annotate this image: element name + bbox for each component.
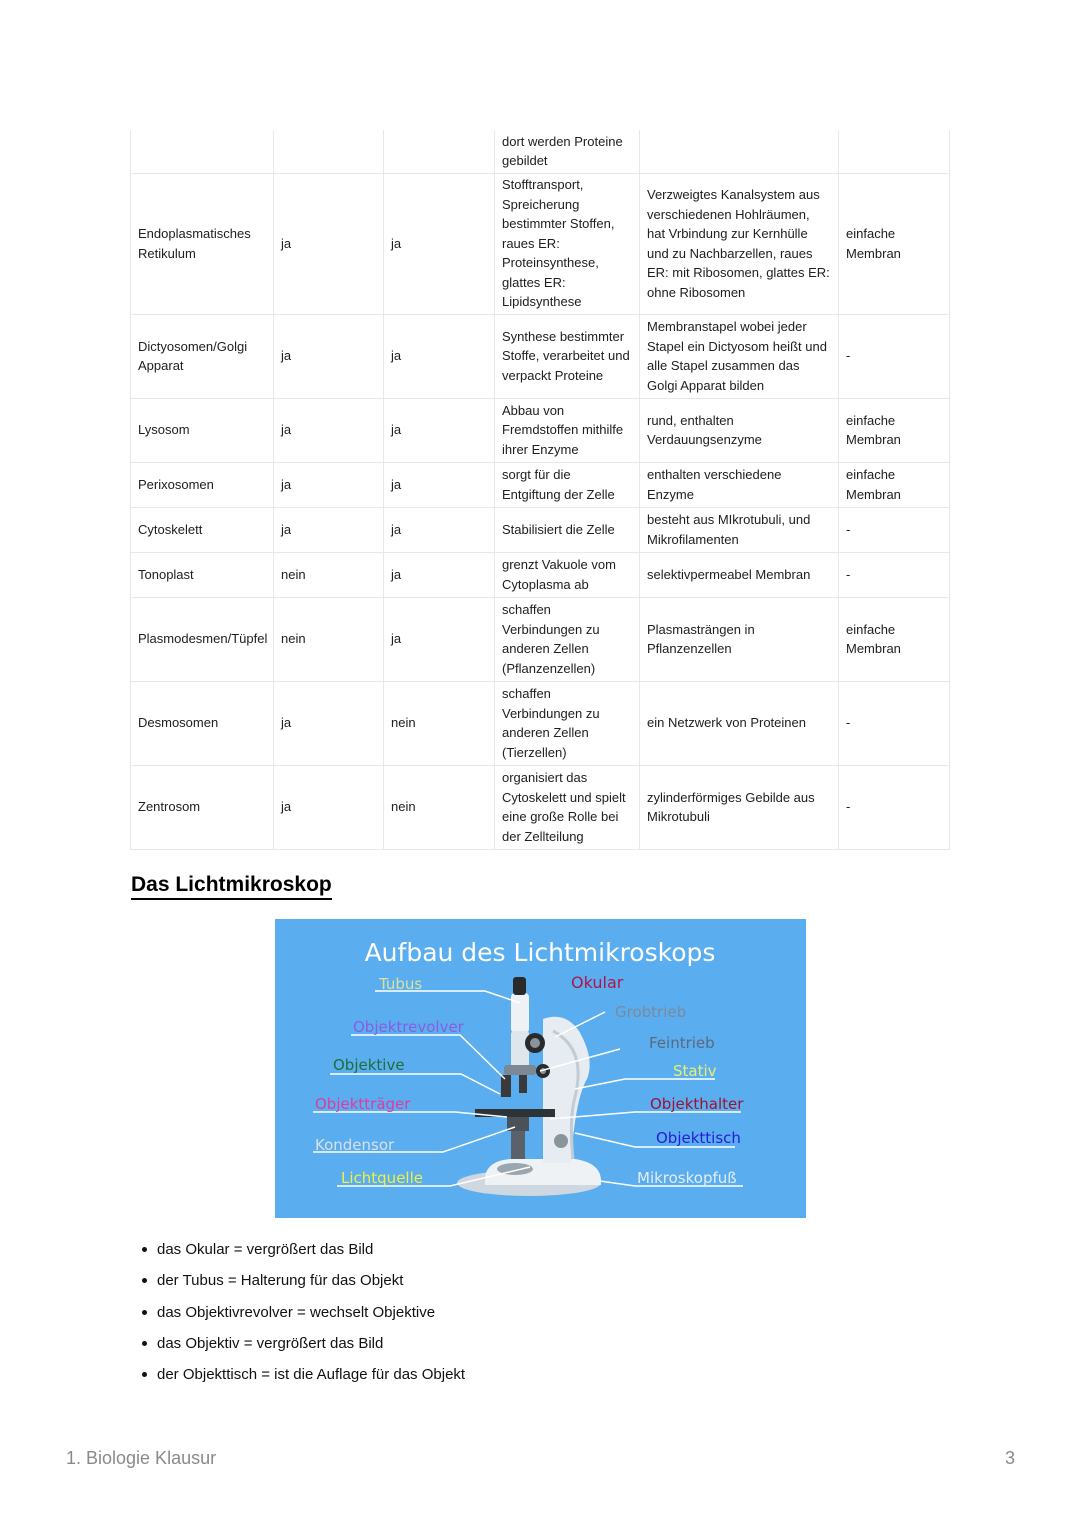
list-item — [157, 1240, 465, 1271]
bullet-dot — [142, 1247, 147, 1252]
membran-value: einfache Membran — [839, 462, 950, 507]
tierzelle-value: ja — [274, 398, 384, 462]
membran-value: - — [839, 681, 950, 765]
label-grobtrieb: Grobtrieb — [615, 1003, 687, 1021]
bullet-dot — [142, 1341, 147, 1346]
table-row — [131, 507, 950, 552]
organelle-name: Plasmodesmen/Tüpfel — [131, 597, 274, 681]
membran-value: - — [839, 765, 950, 849]
list-item — [157, 1334, 465, 1365]
pflanzenzelle-value: ja — [384, 552, 495, 597]
organelle-name: Zentrosom — [131, 765, 274, 849]
aufbau-value: selektivpermeabel Membran — [640, 552, 839, 597]
list-item-text: das Objektivrevolver = wechselt Objektive — [157, 1303, 436, 1321]
membran-value: - — [839, 507, 950, 552]
bullet-list — [157, 1240, 465, 1396]
pflanzenzelle-value: ja — [384, 462, 495, 507]
funktion-value: schaffen Verbindungen zu anderen Zellen (Pflanzenzellen) — [495, 597, 640, 681]
bullet-dot — [142, 1310, 147, 1315]
list-item — [157, 1303, 465, 1334]
table-row — [131, 398, 950, 462]
bullet-dot — [142, 1372, 147, 1377]
pflanzenzelle-value: ja — [384, 507, 495, 552]
pflanzenzelle-value: ja — [384, 173, 495, 314]
footer-title: 1. Biologie Klausur — [66, 1448, 217, 1468]
membran-value: einfache Membran — [839, 597, 950, 681]
aufbau-value: Verzweigtes Kanalsystem aus verschiedenen Hohlräumen, hat Vrbindung zur Kernhülle und zu Nachbarzellen, raues ER: mit Ribosomen, glattes ER: ohne Ribosomen — [640, 173, 839, 314]
list-item — [157, 1271, 465, 1302]
membran-value — [839, 130, 950, 173]
tierzelle-value: ja — [274, 462, 384, 507]
list-item-text: der Objekttisch = ist die Auflage für das Objekt — [157, 1366, 466, 1384]
funktion-value: Stabilisiert die Zelle — [495, 507, 640, 552]
label-objekttisch: Objekttisch — [656, 1129, 741, 1147]
membran-value: einfache Membran — [839, 173, 950, 314]
bullet-dot — [142, 1278, 147, 1283]
aufbau-value: ein Netzwerk von Proteinen — [640, 681, 839, 765]
tierzelle-value — [274, 130, 384, 173]
organelle-name — [131, 130, 274, 173]
table-row — [131, 314, 950, 398]
page-number: 3 — [1004, 1448, 1015, 1468]
table-row — [131, 597, 950, 681]
funktion-value: Abbau von Fremdstoffen mithilfe ihrer Enzyme — [495, 398, 640, 462]
tierzelle-value: ja — [274, 507, 384, 552]
label-kondensor: Kondensor — [315, 1136, 395, 1154]
pflanzenzelle-value: ja — [384, 314, 495, 398]
pflanzenzelle-value: ja — [384, 597, 495, 681]
list-item-text: das Okular = vergrößert das Bild — [157, 1241, 374, 1258]
list-item-text: der Tubus = Halterung für das Objekt — [157, 1272, 404, 1290]
funktion-value: Synthese bestimmter Stoffe, verarbeitet und verpackt Proteine — [495, 314, 640, 398]
table-row — [131, 130, 950, 173]
table-row — [131, 552, 950, 597]
pflanzenzelle-value: nein — [384, 681, 495, 765]
section-title: Das Lichtmikroskop — [131, 872, 332, 900]
tierzelle-value: ja — [274, 173, 384, 314]
label-okular: Okular — [571, 973, 624, 992]
microscope-diagram — [275, 919, 806, 1218]
aufbau-value: rund, enthalten Verdauungsenzyme — [640, 398, 839, 462]
organelle-name: Perixosomen — [131, 462, 274, 507]
pflanzenzelle-value — [384, 130, 495, 173]
tierzelle-value: nein — [274, 597, 384, 681]
funktion-value: sorgt für die Entgiftung der Zelle — [495, 462, 640, 507]
aufbau-value: Membranstapel wobei jeder Stapel ein Dictyosom heißt und alle Stapel zusammen das Golgi Apparat bilden — [640, 314, 839, 398]
label-objekthalter: Objekthalter — [650, 1095, 744, 1113]
table-row — [131, 462, 950, 507]
aufbau-value: Plasmasträngen in Pflanzenzellen — [640, 597, 839, 681]
label-lichtquelle: Lichtquelle — [341, 1169, 423, 1187]
table-row — [131, 681, 950, 765]
label-feintrieb: Feintrieb — [649, 1034, 715, 1052]
figure-title: Aufbau des Lichtmikroskops — [364, 938, 716, 967]
organelle-name: Tonoplast — [131, 552, 274, 597]
label-tubus: Tubus — [379, 975, 423, 993]
aufbau-value — [640, 130, 839, 173]
organelle-name: Endoplasmatisches Retikulum — [131, 173, 274, 314]
funktion-value: organisiert das Cytoskelett und spielt eine große Rolle bei der Zellteilung — [495, 765, 640, 849]
pflanzenzelle-value: nein — [384, 765, 495, 849]
aufbau-value: zylinderförmiges Gebilde aus Mikrotubuli — [640, 765, 839, 849]
tierzelle-value: ja — [274, 681, 384, 765]
organelle-name: Lysosom — [131, 398, 274, 462]
membran-value: - — [839, 314, 950, 398]
label-objekttraeger: Objektträger — [315, 1095, 411, 1113]
table-row — [131, 765, 950, 849]
organelle-table — [130, 130, 950, 850]
list-item — [157, 1365, 465, 1396]
organelle-name: Desmosomen — [131, 681, 274, 765]
tierzelle-value: nein — [274, 552, 384, 597]
pflanzenzelle-value: ja — [384, 398, 495, 462]
table-row — [131, 173, 950, 314]
funktion-value: schaffen Verbindungen zu anderen Zellen (Tierzellen) — [495, 681, 640, 765]
funktion-value: Stofftransport, Spreicherung bestimmter Stoffen, raues ER: Proteinsynthese, glattes ER: Lipidsynthese — [495, 173, 640, 314]
aufbau-value: besteht aus MIkrotubuli, und Mikrofilamenten — [640, 507, 839, 552]
organelle-name: Cytoskelett — [131, 507, 274, 552]
organelle-name: Dictyosomen/Golgi Apparat — [131, 314, 274, 398]
funktion-value: dort werden Proteine gebildet — [495, 130, 640, 173]
label-stativ: Stativ — [673, 1062, 717, 1080]
list-item-text: das Objektiv = vergrößert das Bild — [157, 1334, 384, 1352]
label-mikroskopfuss: Mikroskopfuß — [637, 1169, 737, 1187]
label-objektive: Objektive — [333, 1056, 405, 1074]
membran-value: einfache Membran — [839, 398, 950, 462]
microscope-figure — [275, 919, 806, 1218]
membran-value: - — [839, 552, 950, 597]
funktion-value: grenzt Vakuole vom Cytoplasma ab — [495, 552, 640, 597]
label-objektrevolver: Objektrevolver — [353, 1018, 464, 1036]
tierzelle-value: ja — [274, 314, 384, 398]
tierzelle-value: ja — [274, 765, 384, 849]
aufbau-value: enthalten verschiedene Enzyme — [640, 462, 839, 507]
